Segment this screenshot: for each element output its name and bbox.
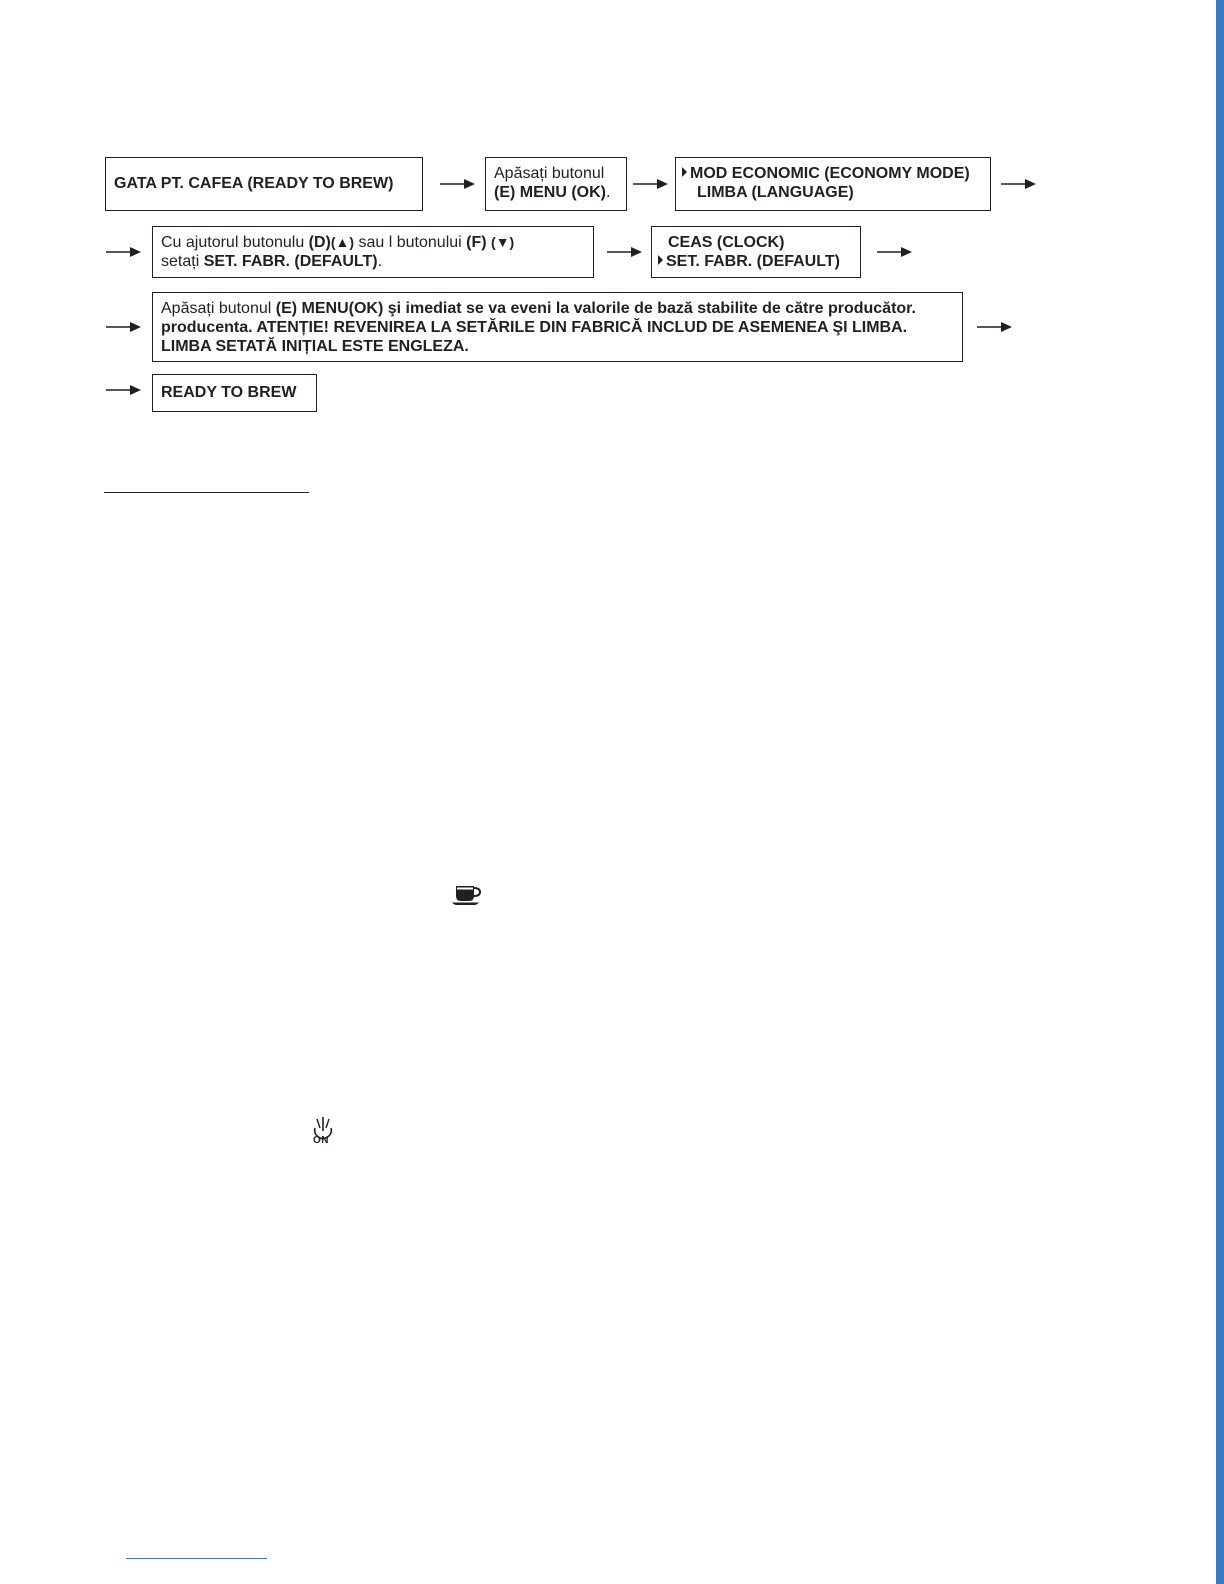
flow-arrow-icon xyxy=(106,384,142,396)
coffee-cup-icon xyxy=(450,884,482,906)
menu-clock: CEAS (CLOCK) xyxy=(668,234,785,251)
step-ready-to-brew-final xyxy=(152,374,317,412)
reset-instruction-bold: (E) MENU(OK) şi imediat se va eveni la valorile de bază stabilite de către producător. xyxy=(275,300,916,317)
selection-pointer-icon xyxy=(682,167,687,177)
button-f-label: (F) xyxy=(466,234,487,251)
step-ready-to-brew-text: GATA PT. CAFEA (READY TO BREW) xyxy=(114,175,394,192)
menu-language: LIMBA (LANGUAGE) xyxy=(697,184,854,201)
step-ready-to-brew-final-text: READY TO BREW xyxy=(161,384,297,401)
step-select-default xyxy=(152,226,594,278)
down-arrow-icon: (▼) xyxy=(491,234,515,250)
step-press-menu-line1: Apăsați butonul xyxy=(494,165,605,182)
instruction-text: sau l butonului xyxy=(354,234,467,251)
step-menu-economy xyxy=(675,157,991,211)
power-on-label: ON xyxy=(313,1135,329,1146)
footer-divider xyxy=(126,1558,267,1559)
reset-language-note: LIMBA SETATĂ INIȚIAL ESTE ENGLEZA. xyxy=(161,338,469,355)
flow-arrow-icon xyxy=(106,246,142,258)
step-ready-to-brew xyxy=(105,157,423,211)
menu-ok-label: (E) MENU (OK) xyxy=(494,184,606,201)
step-confirm-reset xyxy=(152,292,963,362)
page-edge-bar xyxy=(1216,0,1224,1584)
selection-pointer-icon xyxy=(658,255,663,265)
period: . xyxy=(605,184,611,201)
up-arrow-icon: (▲) xyxy=(330,234,355,250)
step-press-menu xyxy=(485,157,627,211)
menu-economy-mode: MOD ECONOMIC (ECONOMY MODE) xyxy=(690,165,970,182)
flow-arrow-icon xyxy=(877,246,913,258)
flow-arrow-icon xyxy=(977,321,1013,333)
menu-default: SET. FABR. (DEFAULT) xyxy=(666,253,840,270)
step-menu-default xyxy=(651,226,861,278)
flow-arrow-icon xyxy=(440,178,476,190)
instruction-text: setați xyxy=(161,253,204,270)
flow-arrow-icon xyxy=(633,178,669,190)
section-divider xyxy=(104,492,309,493)
flow-arrow-icon xyxy=(1001,178,1037,190)
default-label: SET. FABR. (DEFAULT) xyxy=(203,253,378,270)
flow-arrow-icon xyxy=(607,246,643,258)
reset-warning: producenta. ATENȚIE! REVENIREA LA SETĂRILE DIN FABRICĂ INCLUD DE ASEMENEA ŞI LIMBA. xyxy=(161,319,908,336)
period: . xyxy=(377,253,383,270)
instruction-text: Cu ajutorul butonulu xyxy=(161,234,309,251)
instruction-text: Apăsați butonul xyxy=(161,300,276,317)
flow-arrow-icon xyxy=(106,321,142,333)
button-d-label: (D) xyxy=(308,234,331,251)
